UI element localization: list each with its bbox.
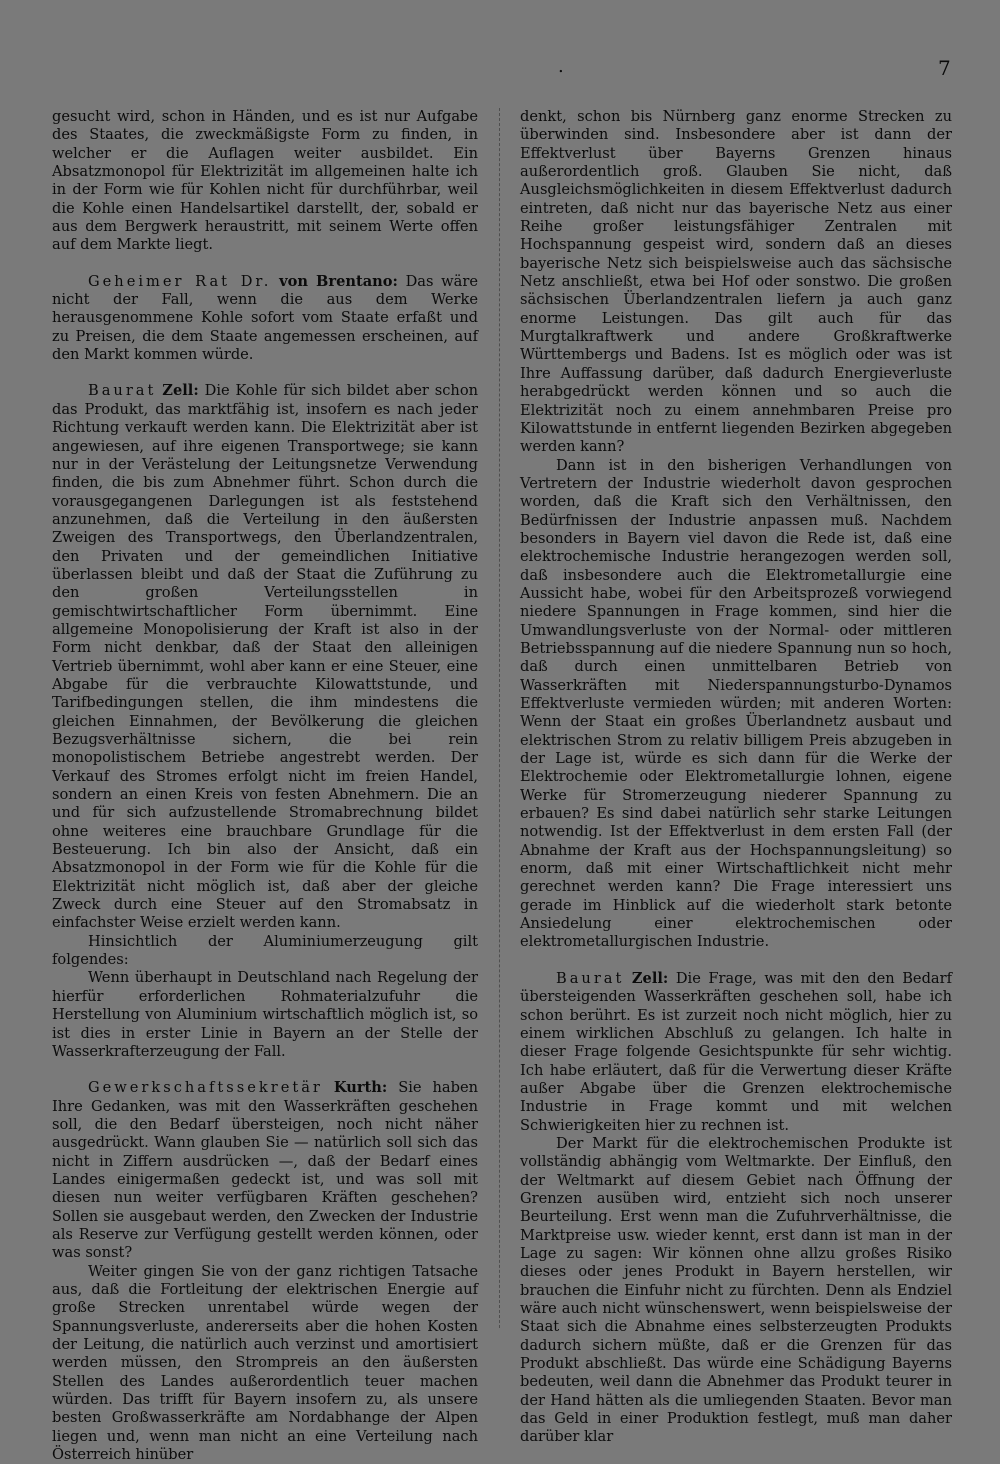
page-number: 7: [938, 56, 951, 80]
left-column: [52, 108, 478, 1464]
speaker-title: Gewerkschaftssekretär: [88, 1079, 323, 1097]
paragraph: Wenn überhaupt in Deutschland nach Regelung der hierfür erforderlichen Rohmaterialzufuhr die Herstellung von Aluminium wirtschaftlich möglich ist, so ist dies in erster Linie in Bayern an der Stelle der Wasserkrafterzeugung der Fall.: [52, 969, 478, 1060]
speaker-name: Kurth:: [333, 1079, 388, 1097]
speech-paragraph: [520, 970, 952, 1135]
paragraph: Dann ist in den bisherigen Verhandlungen von Vertretern der Industrie wiederholt davon gesprochen worden, daß die Kraft sich den Verhältnissen, den Bedürfnissen der Industrie anpassen muß. Nachdem besonders in Bayern viel davon die Rede ist, daß eine elektrochemische Industrie herangezogen werden soll, daß insbesondere auch die Elektrometallurgie eine Aussicht habe, wobei für den Arbeitsprozeß vorwiegend niedere Spannungen in Frage kommen, sind hier die Umwandlungsverluste von der Normal- oder mittleren Betriebsspannung auf die niedere Spannung nun so hoch, daß durch einen unmittelbaren Betrieb von Wasserkräften mit Niederspannungsturbo-Dynamos Effektverluste vermieden würden; mit anderen Worten: Wenn der Staat ein großes Überlandnetz ausbaut und elektrischen Strom zu relativ billigem Preis abzugeben in der Lage ist, würde es sich dann für die Werke der Elektrochemie oder Elektrometallurgie lohnen, eigene Werke für Stromerzeugung niederer Spannung zu erbauen? Es sind dabei natürlich sehr starke Leitungen notwendig. Ist der Effektverlust in dem ersten Fall (der Abnahme der Kraft aus der Hochspannungsleitung) so enorm, daß mit einer Wirtschaftlichkeit nicht mehr gerechnet werden kann? Die Frage interessiert uns gerade im Hinblick auf die wiederholt stark betonte Ansiedelung einer elektrochemischen oder elektrometallurgischen Industrie.: [520, 456, 952, 951]
speaker-name: Zell:: [162, 382, 199, 400]
right-column: [520, 108, 952, 1447]
stray-mark: .: [558, 56, 564, 77]
speaker-name: Zell:: [631, 969, 669, 987]
paragraph: denkt, schon bis Nürnberg ganz enorme Strecken zu überwinden sind. Insbesondere aber ist dann der Effektverlust über Bayerns Grenzen hinaus außerordentlich groß. Glauben Sie nicht, daß Ausgleichsmöglichkeiten in diesem Effektverlust dadurch eintreten, daß nicht nur das bayerische Netz aus einer Reihe großer leistungsfähiger Zentralen mit Hochspannung gespeist wird, sondern daß an dieses bayerische Netz sich beispielsweise auch das sächsische Netz anschließt, etwa bei Hof oder sonstwo. Die großen sächsischen Überlandzentralen liefern ja auch ganz enorme Leistungen. Das gilt auch für das Murgtalkraftwerk und andere Großkraftwerke Württembergs und Badens. Ist es möglich oder was ist Ihre Auffassung darüber, daß dadurch Energieverluste herabgedrückt werden können und so auch die Elektrizität noch zu einem annehmbaren Preise pro Kilowattstunde in entfernt liegenden Bezirken abgegeben werden kann?: [520, 108, 952, 456]
speech-paragraph: [52, 273, 478, 365]
speech-text: Sie haben Ihre Gedanken, was mit den Wasserkräften geschehen soll, die den Bedarf übersteigen, noch nicht näher ausgedrückt. Wann glauben Sie — natürlich soll sich das nicht in Ziffern ausdrücken —, daß der Bedarf eines Landes einigermaßen gedeckt ist, und was soll mit diesen nun weiter verfügbaren Kräften geschehen? Sollen sie ausgebaut werden, den Zwecken der Industrie als Reserve zur Verfügung gestellt werden können, oder was sonst?: [52, 1079, 479, 1262]
speech-text: Die Kohle für sich bildet aber schon das Produkt, das marktfähig ist, insofern es nach jeder Richtung verkauft werden kann. Die Elektrizität aber ist angewiesen, auf ihre eigenen Transportwege; sie kann nur in der Verästelung der Leitungsnetze Verwendung finden, die bis zum Abnehmer führt. Schon durch die vorausgegangenen Darlegungen ist als feststehend anzunehmen, daß die Verteilung in den äußersten Zweigen des Transportwegs, den Überlandzentralen, den Privaten und der gemeindlichen Initiative überlassen bleibt und daß der Staat die Zuführung zu den großen Verteilungsstellen in gemischtwirtschaftlicher Form übernimmt. Eine allgemeine Monopolisierung der Kraft ist also in der Form nicht denkbar, daß der Staat den alleinigen Vertrieb übernimmt, wohl aber kann er eine Steuer, eine Abgabe für die verbrauchte Kilowattstunde, und Tarifbedingungen stellen, die ihm mindestens die gleichen Einnahmen, der Bevölkerung die gleichen Bezugsverhältnisse sichern, die bei rein monopolistischem Betriebe angestrebt werden. Der Verkauf des Stromes erfolgt nicht im freien Handel, sondern an einen Kreis von festen Abnehmern. Die an und für sich aufzustellende Stromabrechnung bildet ohne weiteres eine brauchbare Grundlage für die Besteuerung. Ich bin also der Ansicht, daß ein Absatzmonopol in der Form wie für die Kohle für die Elektrizität nicht möglich ist, daß aber der gleiche Zweck durch eine Steuer auf den Stromabsatz in einfachster Weise erzielt werden kann.: [52, 382, 479, 932]
speech-text: Die Frage, was mit den den Bedarf übersteigenden Wasserkräften geschehen soll, habe ich schon berührt. Es ist zurzeit noch nicht möglich, hier zu einem wirklichen Abschluß zu gelangen. Ich halte in dieser Frage folgende Gesichtspunkte für sehr wichtig. Ich habe erläutert, daß für die Verwertung dieser Kräfte außer Abgabe über die Grenzen elektrochemische Industrie in Frage kommt und mit welchen Schwierigkeiten hier zu rechnen ist.: [520, 969, 952, 1134]
speaker-name: von Brentano:: [279, 272, 398, 290]
paragraph: Der Markt für die elektrochemischen Produkte ist vollständig abhängig vom Weltmarkte. Der Einfluß, den der Weltmarkt auf diesem Gebiet nach Öffnung der Grenzen ausüben wird, entzieht sich noch unserer Beurteilung. Erst wenn man die Zufuhrverhältnisse, die Marktpreise usw. wieder kennt, erst dann ist man in der Lage zu sagen: Wir können ohne allzu großes Risiko dieses oder jenes Produkt in Bayern herstellen, wir brauchen die Einfuhr nicht zu fürchten. Denn als Endziel wäre auch nicht wünschenswert, wenn beispielsweise der Staat sich die Abnahme eines selbsterzeugten Produkts dadurch sichern müßte, daß er die Grenzen für das Produkt abschließt. Das würde eine Schädigung Bayerns bedeuten, weil dann die Abnehmer das Produkt teurer in der Hand hätten als die umliegenden Staaten. Bevor man das Geld in einer Produktion festlegt, muß man daher darüber klar: [520, 1134, 952, 1446]
column-divider: [499, 108, 500, 1328]
paragraph: Weiter gingen Sie von der ganz richtigen Tatsache aus, daß die Fortleitung der elektrischen Energie auf große Strecken unrentabel würde wegen der Spannungsverluste, andererseits aber die hohen Kosten der Leitung, die natürlich auch verzinst und amortisiert werden müssen, den Strompreis an den äußersten Stellen des Landes außerordentlich teuer machen würden. Das trifft für Bayern insofern zu, als unsere besten Großwasserkräfte am Nordabhange der Alpen liegen und, wenn man nicht an eine Verteilung nach Österreich hinüber: [52, 1262, 478, 1464]
speech-paragraph: [52, 1079, 478, 1262]
paragraph: Hinsichtlich der Aluminiumerzeugung gilt folgendes:: [52, 932, 478, 969]
speech-paragraph: [52, 382, 478, 932]
speaker-title: Baurat: [88, 382, 157, 400]
speaker-title: Baurat: [556, 969, 625, 987]
speech-text: Das wäre nicht der Fall, wenn die aus dem Werke herausgenommene Kohle sofort vom Staate erfaßt und zu Preisen, die dem Staate angemessen erscheinen, auf den Markt kommen würde.: [52, 272, 478, 364]
paragraph: gesucht wird, schon in Händen, und es ist nur Aufgabe des Staates, die zweckmäßigste Form zu finden, in welcher er die Auflagen weiter ausbildet. Ein Absatzmonopol für Elektrizität im allgemeinen halte ich in der Form wie für Kohlen nicht für durchführbar, weil die Kohle einen Handelsartikel darstellt, der, sobald er aus dem Bergwerk heraustritt, mit seinem Werte offen auf dem Markte liegt.: [52, 108, 478, 254]
speaker-title: Geheimer Rat Dr.: [88, 272, 272, 290]
